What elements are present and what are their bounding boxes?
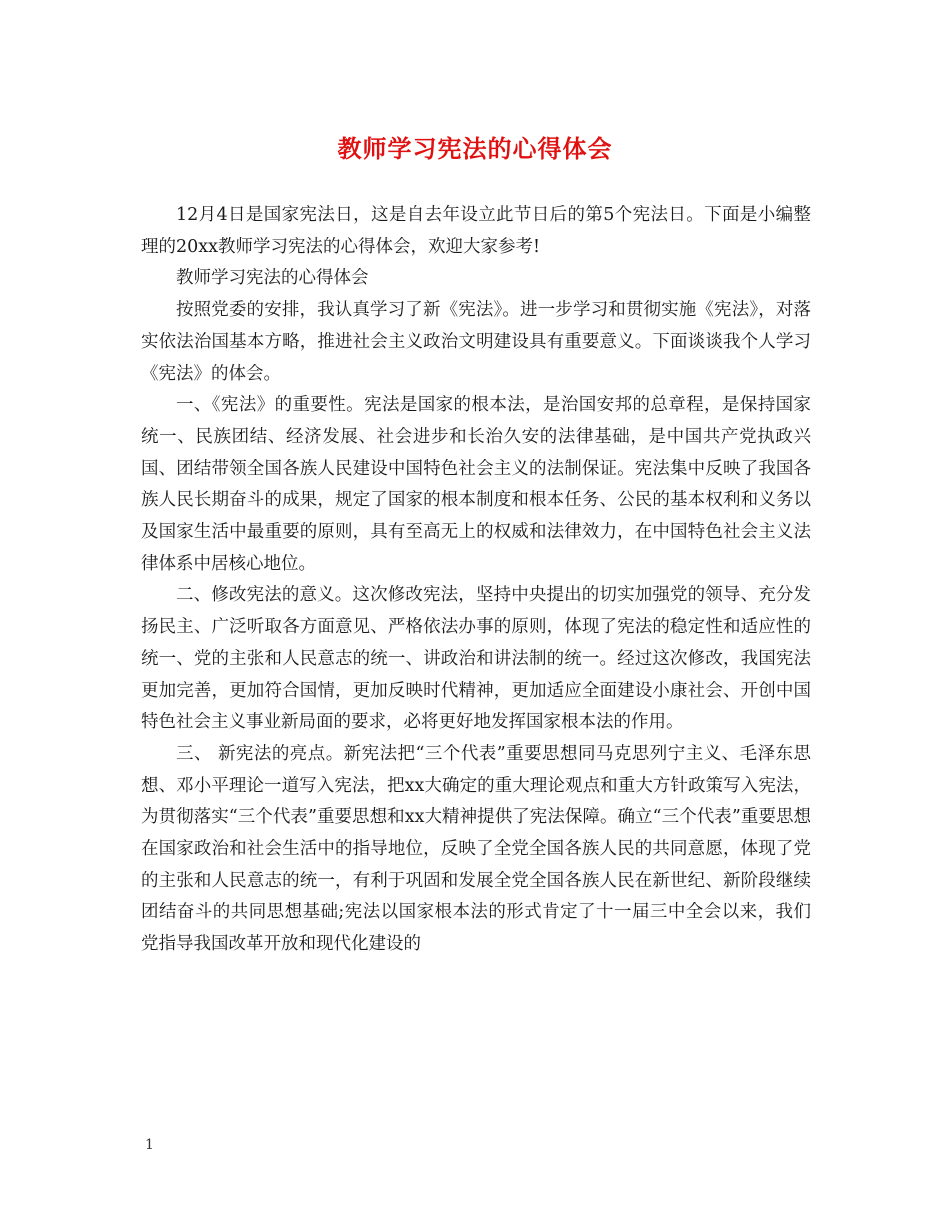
page-number: 1 [145,1137,154,1153]
paragraph-opening: 按照党委的安排，我认真学习了新《宪法》。进一步学习和贯彻实施《宪法》，对落实依法治国基本方略，推进社会主义政治文明建设具有重要意义。下面谈谈我个人学习《宪法》的体会。 [141,300,811,384]
paragraph-intro: 12月4日是国家宪法日，这是自去年设立此节日后的第5个宪法日。下面是小编整理的20xx教师学习宪法的心得体会，欢迎大家参考! [141,205,811,257]
document-body [141,200,811,961]
paragraph-section-two: 二、修改宪法的意义。这次修改宪法，坚持中央提出的切实加强党的领导、充分发扬民主、广泛听取各方面意见、严格依法办事的原则，体现了宪法的稳定性和适应性的统一、党的主张和人民意志的统一、讲政治和讲法制的统一。经过这次修改，我国宪法更加完善，更加符合国情，更加反映时代精神，更加适应全面建设小康社会、开创中国特色社会主义事业新局面的要求，必将更好地发挥国家根本法的作用。 [141,585,811,733]
paragraph-section-three: 三、 新宪法的亮点。新宪法把“三个代表”重要思想同马克思列宁主义、毛泽东思想、邓小平理论一道写入宪法，把xx大确定的重大理论观点和重大方针政策写入宪法，为贯彻落实“三个代表”重要思想和xx大精神提供了宪法保障。确立“三个代表”重要思想在国家政治和社会生活中的指导地位，反映了全党全国各族人民的共同意愿，体现了党的主张和人民意志的统一，有利于巩固和发展全党全国各族人民在新世纪、新阶段继续团结奋斗的共同思想基础;宪法以国家根本法的形式肯定了十一届三中全会以来，我们党指导我国改革开放和现代化建设的 [141,743,811,955]
document-title: 教师学习宪法的心得体会 [337,134,613,163]
paragraph-section-one: 一、《宪法》的重要性。宪法是国家的根本法，是治国安邦的总章程，是保持国家统一、民族团结、经济发展、社会进步和长治久安的法律基础，是中国共产党执政兴国、团结带领全国各族人民建设中国特色社会主义的法制保证。宪法集中反映了我国各族人民长期奋斗的成果，规定了国家的根本制度和根本任务、公民的基本权利和义务以及国家生活中最重要的原则，具有至高无上的权威和法律效力，在中国特色社会主义法律体系中居核心地位。 [141,395,811,574]
paragraph-subtitle: 教师学习宪法的心得体会 [176,268,369,289]
